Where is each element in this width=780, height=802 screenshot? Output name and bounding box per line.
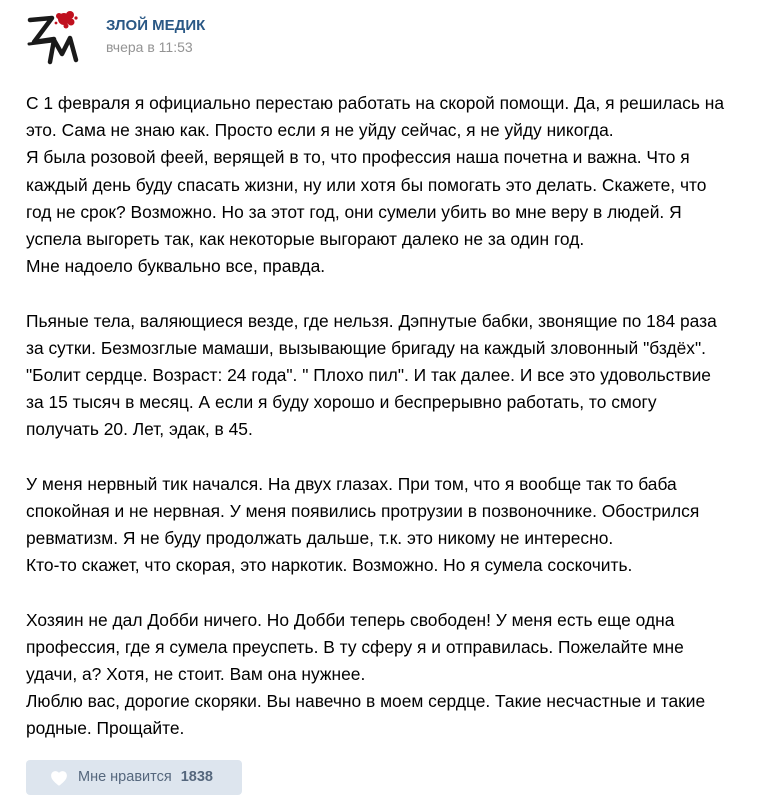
paragraph-gap [26, 443, 766, 470]
like-label: Мне нравится [78, 769, 172, 785]
post-text-line: Люблю вас, дорогие скоряки. Вы навечно в моем сердце. Такие несчастные и такие [26, 691, 706, 712]
post-text-line: получать 20. Лет, эдак, в 45. [26, 419, 253, 440]
paragraph-gap [26, 579, 766, 606]
paragraph-gap [26, 280, 766, 307]
post-time[interactable]: вчера в 11:53 [106, 39, 193, 55]
post-text-line: С 1 февраля я официально перестаю работать на скорой помощи. Да, я решилась на [26, 93, 725, 113]
post-text-line: Хозяин не дал Добби ничего. Но Добби теперь свободен! У меня есть еще одна [26, 609, 675, 630]
post-text-line: ревматизм. Я не буду продолжать дальше, т.к. это никому не интересно. [26, 528, 614, 548]
post-text-line: профессия, где я сумела преуспеть. В ту сферу я и отправилась. Пожелайте мне [26, 636, 684, 657]
post-text-line: Мне надоело буквально все, правда. [26, 256, 326, 277]
like-button[interactable] [26, 760, 242, 795]
header-text [106, 17, 205, 56]
post-text [26, 90, 766, 743]
post-text-line: год не срок? Возможно. Но за этот год, они сумели убить во мне веру в людей. Я [26, 201, 682, 222]
post-text-line: это. Сама не знаю как. Просто если я не уйду сейчас, я не уйду никогда. [26, 120, 614, 141]
post-text-line: за сутки. Безмозглые мамаши, вызывающие бригаду на каждый зловонный "бздёх". [26, 337, 706, 358]
zm-logo-icon [26, 8, 84, 66]
author-name[interactable]: ЗЛОЙ МЕДИК [106, 17, 206, 34]
post-text-line: Пьяные тела, валяющиеся везде, где нельзя. Дэпнутые бабки, звонящие по 184 раза [26, 310, 717, 331]
post-text-line: Кто-то скажет, что скорая, это наркотик. Возможно. Но я сумела соскочить. [26, 555, 633, 576]
post-header [26, 8, 205, 68]
like-count: 1838 [180, 769, 213, 785]
post-text-line: спокойная и не нервная. У меня появились протрузии в позвоночнике. Обострился [26, 500, 700, 521]
post-text-line: родные. Прощайте. [26, 718, 185, 739]
heart-icon [50, 770, 68, 786]
post-text-line: Я была розовой феей, верящей в то, что профессия наша почетна и важна. Что я [26, 147, 690, 168]
post-text-line: "Болит сердце. Возраст: 24 года". " Плохо пил". И так далее. И все это удовольствие [26, 364, 711, 385]
post-text-line: каждый день буду спасать жизни, ну или хотя бы помогать это делать. Скажете, что [26, 174, 707, 195]
avatar[interactable] [26, 8, 84, 66]
post-text-line: удачи, а? Хотя, не стоит. Вам она нужнее. [26, 663, 366, 684]
post-text-line: У меня нервный тик начался. На двух глазах. При том, что я вообще так то баба [26, 473, 677, 494]
post-text-line: за 15 тысяч в месяц. А если я буду хорошо и беспрерывно работать, то смогу [26, 392, 657, 413]
post-text-line: успела выгореть так, как некоторые выгорают далеко не за один год. [26, 228, 585, 249]
